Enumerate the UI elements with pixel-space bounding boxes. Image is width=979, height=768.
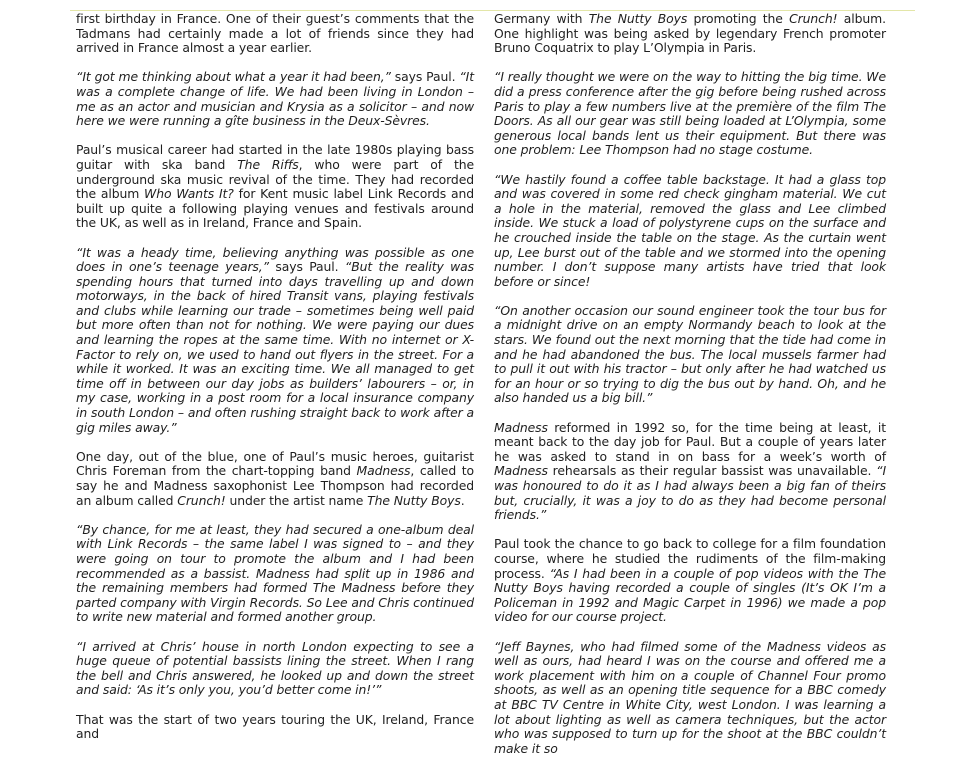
body-text: says Paul. xyxy=(390,69,460,85)
paragraph-quote: “On another occasion our sound engineer took the tour bus for a midnight drive on an empty Normandy beach to look at the stars. We found out the next morning that the tide had come in and he had abandoned the bus. The local mussels farmer had to pull it out with his tractor – but only after he had watched us for an hour or so trying to dig the bus out by hand. Oh, and he also handed us a big bill.” xyxy=(494,302,886,406)
body-text: under the artist name xyxy=(225,492,368,508)
body-text: says Paul. xyxy=(268,259,345,275)
quote-text: “As I had been in a couple of pop videos with the The Nutty Boys having recorded a couple of singles (It’s OK I’m a Policeman in 1992 and Magic Carpet in 1996) we made a pop video for our course project. xyxy=(494,565,887,625)
paragraph-quote: “We hastily found a coffee table backstage. It had a glass top and was covered in some red check gingham material. We cut a hole in the material, removed the glass and Lee climbed inside. We stuck a load of polystyrene cups on the surface and he crouched inside the table on the stage. As the curtain went up, Lee burst out of the table and we stormed into the opening number. I don’t suppose many artists have tried that look before or since! xyxy=(494,171,886,289)
paragraph: That was the start of two years touring the UK, Ireland, France and xyxy=(76,711,474,742)
body-text: for Kent music label Link Records and built up quite a following playing venues and festivals around the UK, as well as in Ireland, France and Spain. xyxy=(76,186,474,231)
band-name: Madness xyxy=(356,463,411,479)
quote-text: “But the reality was spending hours that turned into days travelling up and down motorways, in the back of hired Transit vans, playing festivals and clubs while learning our trade – sometimes being well paid but more often than not for nothing. We were paying our dues and learning the ropes at the same time. With no internet or X-Factor to rely on, we used to hand out flyers in the street. For a while it worked. It was an exciting time. We all managed to get time off in between our day jobs as builders’ labourers – or, in my case, working in a post room for a local insurance company in south London – and often rushing straight back to work after a gig miles away.” xyxy=(76,259,475,435)
body-text: . xyxy=(460,492,465,508)
body-text: promoting the xyxy=(687,11,790,26)
album-name: Crunch! xyxy=(789,11,838,26)
paragraph xyxy=(494,421,886,523)
body-text: , called to say he and Madness saxophonist Lee Thompson had recorded an album called xyxy=(76,463,475,508)
paragraph-quote: “I really thought we were on the way to hitting the big time. We did a press conference after the gig before being rushed across Paris to play a few numbers live at the première of the film The Doors. As all our gear was still being loaded at L’Olympia, some generous local bands lent us their equipment. But there was one problem: Lee Thompson had no stage costume. xyxy=(494,69,886,158)
quote-text: “It was a heady time, believing anything was possible as one does in one’s teenage years,” xyxy=(76,244,474,275)
paragraph-quote: “Jeff Baynes, who had filmed some of the Madness videos as well as ours, had heard I was on the course and offered me a work placement with him on a couple of Channel Four promo shoots, as well as an opening title sequence for a BBC comedy at BBC TV Centre in White City, west London. I was learning a lot about lighting as well as camera techniques, but the actor who was supposed to turn up for the shoot at the BBC couldn’t make it so xyxy=(494,638,886,756)
band-name: The Riffs xyxy=(237,156,299,172)
album-name: Who Wants It? xyxy=(144,186,234,202)
paragraph xyxy=(76,450,474,508)
band-name: The Nutty Boys xyxy=(367,492,461,508)
paragraph: first birthday in France. One of their guest’s comments that the Tadmans had certainly made a lot of friends since they had arrived in France almost a year earlier. xyxy=(76,11,474,56)
body-text: One day, out of the blue, one of Paul’s music heroes, guitarist Chris Foreman from the chart-topping band xyxy=(76,448,474,479)
paragraph xyxy=(494,537,886,625)
body-text: Paul’s musical career had started in the late 1980s playing bass guitar with ska band xyxy=(76,142,474,172)
quote-text: “It got me thinking about what a year it had been,” xyxy=(76,69,391,85)
album-name: Crunch! xyxy=(177,492,226,508)
body-text: album. One highlight was being asked by legendary French promoter Bruno Coquatrix to play L’Olympia in Paris. xyxy=(494,11,886,56)
paragraph-quote: “I arrived at Chris’ house in north London expecting to see a huge queue of potential bassists lining the street. When I rang the bell and Chris answered, he looked up and down the street and said: ‘As it’s only you, you’d better come in!’” xyxy=(76,638,474,698)
paragraph-quote xyxy=(76,246,474,436)
body-text: Germany with xyxy=(494,11,589,26)
paragraph-quote: “By chance, for me at least, they had secured a one-album deal with Link Records – the same label I was signed to – and they were going on tour to promote the album and I had been recommended as a bassist. Madness had split up in 1986 and the remaining members had formed The Madness before they parted company with Virgin Records. So Lee and Chris continued to write new material and formed another group. xyxy=(76,521,474,625)
paragraph xyxy=(494,12,886,56)
paragraph-quote xyxy=(76,70,474,128)
paragraph xyxy=(76,143,474,231)
band-name: Madness xyxy=(494,419,548,435)
right-column xyxy=(494,12,886,768)
quote-text: “I was honoured to do it as I had always been a big fan of theirs but, crucially, it was a joy to do as they had become personal friends.” xyxy=(494,463,886,523)
body-text: , who were part of the underground ska music revival of the time. They had recorded the album xyxy=(76,156,474,202)
body-text: rehearsals as their regular bassist was unavailable. xyxy=(547,463,877,479)
quote-text: “It was a complete change of life. We had been living in London – me as an actor and musician and Krysia as a solicitor – and now here we were running a gîte business in the Deux-Sèvres. xyxy=(76,69,474,129)
band-name: Madness xyxy=(494,463,548,479)
left-column xyxy=(76,12,474,756)
body-text: reformed in 1992 so, for the time being at least, it meant back to the day job for Paul. But a couple of years later he was asked to stand in on bass for a week’s worth of xyxy=(494,419,886,464)
body-text: Paul took the chance to go back to college for a film foundation course, where he studied the rudiments of the film-making process. xyxy=(494,536,886,581)
band-name: The Nutty Boys xyxy=(588,11,688,26)
